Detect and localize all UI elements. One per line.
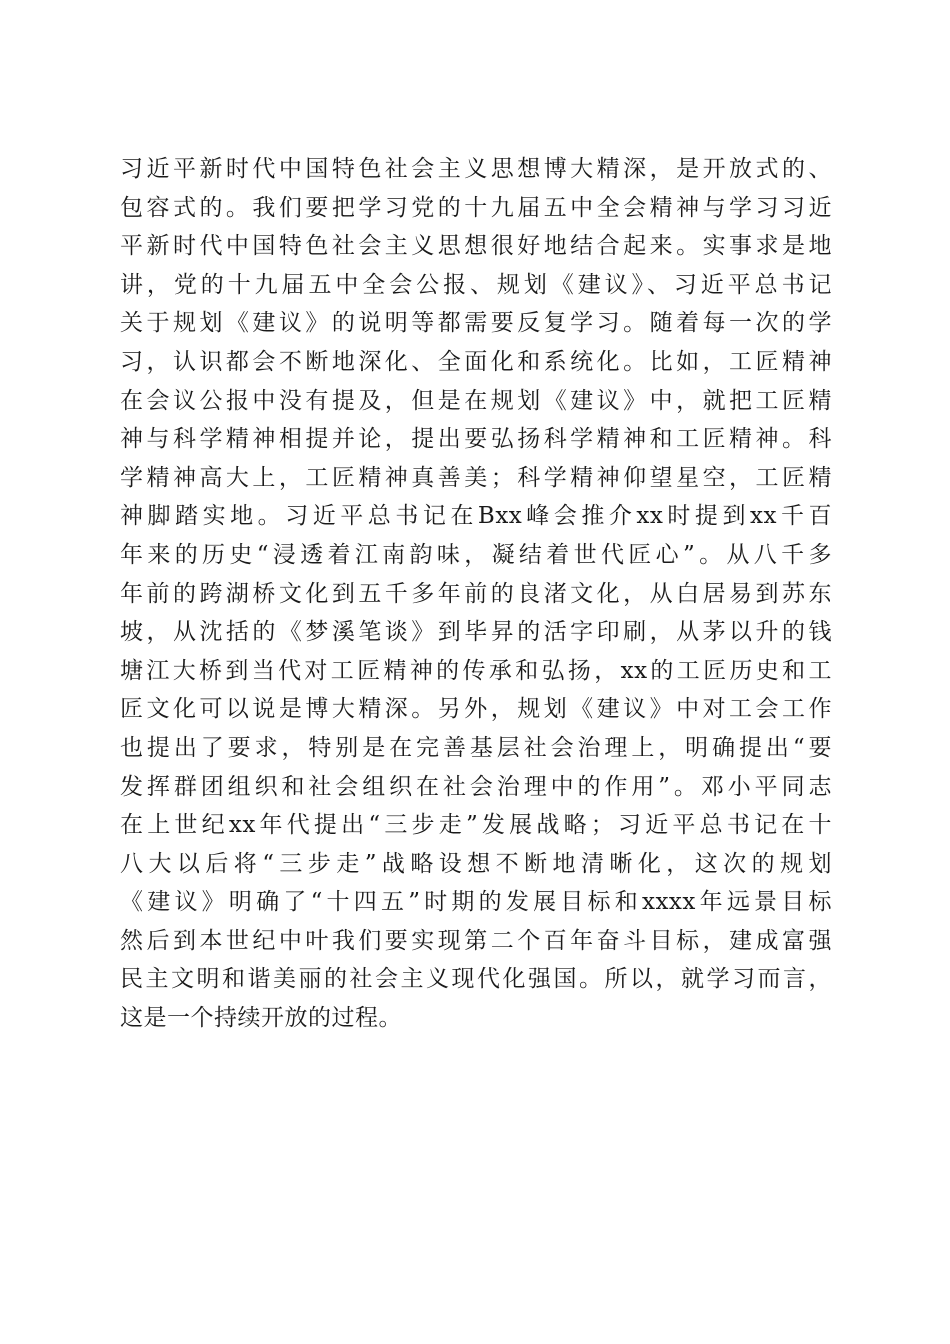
text-line-1: 习近平新时代中国特色社会主义思想博大精深，是开放式的、 [120,156,832,182]
text-line-19: 八大以后将“三步走”战略设想不断地清晰化，这次的规划 [120,850,832,877]
text-line-23: 这是一个持续开放的过程。 [120,1005,402,1032]
text-line-16: 也提出了要求，特别是在完善基层社会治理上，明确提出“要 [120,734,832,761]
text-line-4: 讲，党的十九届五中全会公报、规划《建议》、习近平总书记 [120,271,832,298]
text-line-7: 在会议公报中没有提及，但是在规划《建议》中，就把工匠精 [120,387,832,414]
text-line-6: 习，认识都会不断地深化、全面化和系统化。比如，工匠精神 [120,348,832,375]
text-line-21: 然后到本世纪中叶我们要实现第二个百年奋斗目标，建成富强 [120,927,832,954]
text-line-12: 年前的跨湖桥文化到五千多年前的良渚文化，从白居易到苏东 [120,580,832,607]
text-line-22: 民主文明和谐美丽的社会主义现代化强国。所以，就学习而言， [120,966,832,993]
text-line-11: 年来的历史“浸透着江南韵味，凝结着世代匠心”。从八千多 [120,541,832,568]
text-line-5: 关于规划《建议》的说明等都需要反复学习。随着每一次的学 [120,310,832,337]
text-line-14: 塘江大桥到当代对工匠精神的传承和弘扬，xx的工匠历史和工 [120,657,832,684]
text-line-15: 匠文化可以说是博大精深。另外，规划《建议》中对工会工作 [120,696,832,723]
text-line-9: 学精神高大上，工匠精神真善美；科学精神仰望星空，工匠精 [120,464,832,491]
body-paragraph [120,150,832,1038]
text-line-2: 包容式的。我们要把学习党的十九届五中全会精神与学习习近 [120,194,832,221]
text-line-17: 发挥群团组织和社会组织在社会治理中的作用”。邓小平同志 [120,773,832,800]
text-line-18: 在上世纪xx年代提出“三步走”发展战略；习近平总书记在十 [120,812,832,839]
text-line-20: 《建议》明确了“十四五”时期的发展目标和xxxx年远景目标 [120,889,832,916]
text-line-13: 坡，从沈括的《梦溪笔谈》到毕昇的活字印刷，从茅以升的钱 [120,619,832,646]
text-line-3: 平新时代中国特色社会主义思想很好地结合起来。实事求是地 [120,233,832,260]
text-line-8: 神与科学精神相提并论，提出要弘扬科学精神和工匠精神。科 [120,426,832,453]
text-line-10: 神脚踏实地。习近平总书记在Bxx峰会推介xx时提到xx千百 [120,503,832,530]
